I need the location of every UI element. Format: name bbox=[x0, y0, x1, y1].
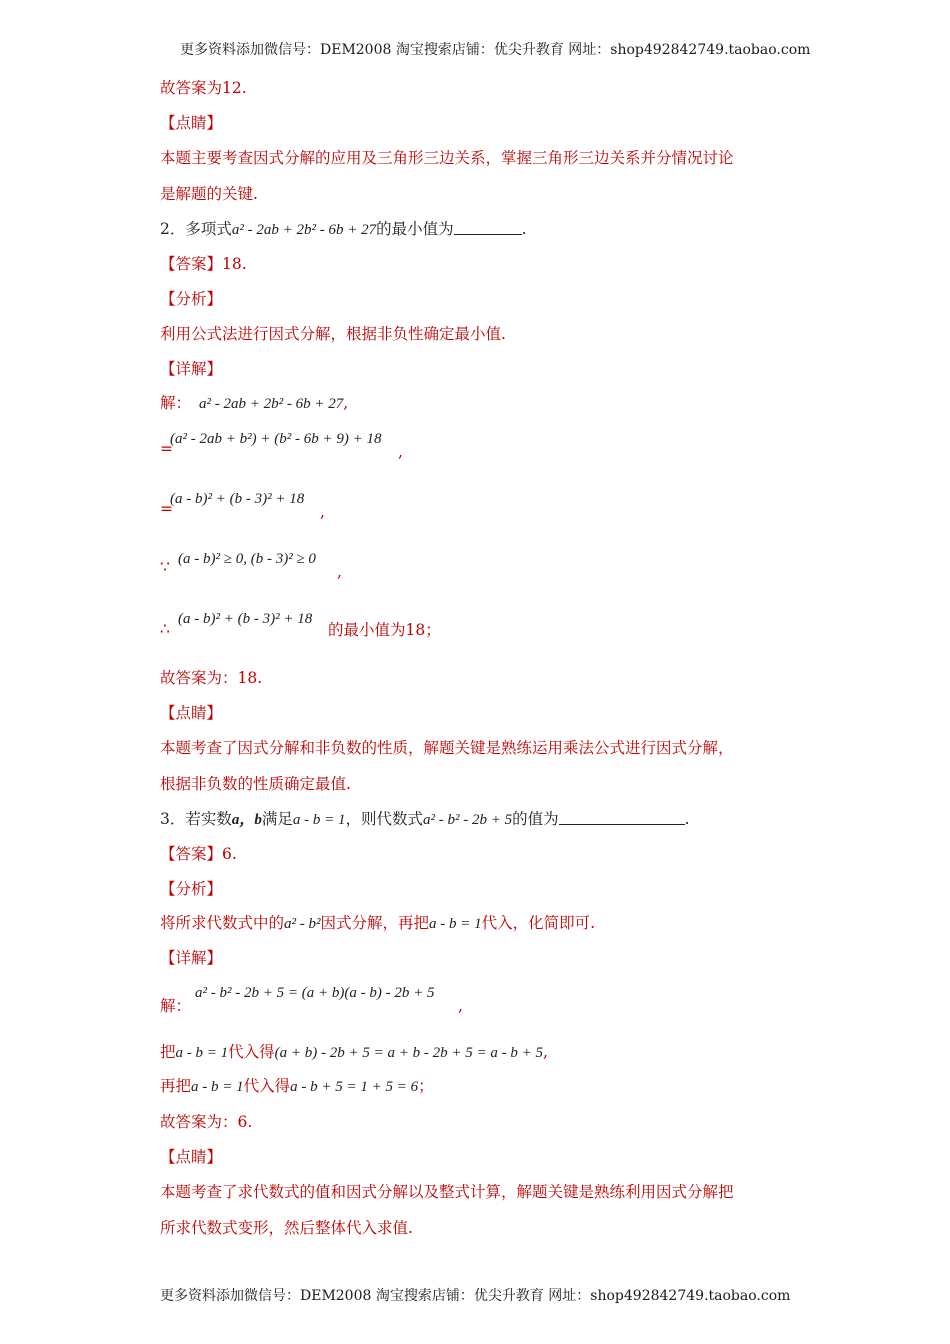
q2-fenxi-tag: 【分析】 bbox=[160, 290, 223, 308]
q3-answer bbox=[160, 844, 237, 864]
q2-step-2-eq: = bbox=[160, 440, 173, 458]
q3-step-2-end: , bbox=[543, 1043, 548, 1061]
q3-fenxi-3: 代入，化简即可. bbox=[481, 914, 596, 932]
page-header: 更多资料添加微信号：DEM2008 淘宝搜索店铺：优尖升教育 网址：shop492842749.taobao.com bbox=[180, 42, 811, 58]
q3-step-2-expr: (a + b) - 2b + 5 = a + b - 2b + 5 = a - b + 5 bbox=[274, 1045, 543, 1061]
q3-mid: ，则代数式 bbox=[345, 810, 424, 828]
q2-step-1-expr: a² - 2ab + 2b² - 6b + 27 bbox=[199, 396, 344, 412]
q3-final-answer: 故答案为：6. bbox=[160, 1113, 253, 1131]
prev-dianjing-line-1: 本题主要考查因式分解的应用及三角形三边关系，掌握三角形三边关系并分情况讨论 bbox=[160, 149, 734, 167]
q3-dianjing-line-1: 本题考查了求代数式的值和因式分解以及整式计算，解题关键是熟练利用因式分解把 bbox=[160, 1183, 734, 1201]
q3-step-2 bbox=[160, 1042, 548, 1063]
q3-jie-label: 解： bbox=[160, 997, 192, 1015]
q2-expression: a² - 2ab + 2b² - 6b + 27 bbox=[231, 222, 377, 238]
q3-fenxi-text bbox=[160, 913, 595, 934]
q3-fenxi-2: 因式分解，再把 bbox=[320, 914, 430, 932]
q3-fenxi-1: 将所求代数式中的 bbox=[160, 914, 285, 932]
q3-xiangjie-tag: 【详解】 bbox=[160, 949, 223, 967]
q3-zaiba: 再把 bbox=[160, 1077, 192, 1095]
q3-fenxi-expr: a² - b² bbox=[284, 916, 321, 932]
q2-step-2 bbox=[170, 428, 381, 449]
q3-fenxi-cond: a - b = 1 bbox=[429, 916, 482, 932]
q2-step-3-expr: (a - b)² + (b - 3)² + 18 bbox=[170, 491, 305, 507]
q2-step-5-expr: (a - b)² + (b - 3)² + 18 bbox=[178, 611, 313, 627]
q2-step-1 bbox=[160, 393, 348, 414]
q3-expression: a² - b² - 2b + 5 bbox=[423, 812, 513, 828]
q2-end: . bbox=[521, 220, 527, 238]
q3-answer-blank bbox=[559, 810, 685, 825]
q2-dianjing-line-1: 本题考查了因式分解和非负数的性质，解题关键是熟练运用乘法公式进行因式分解， bbox=[160, 739, 734, 757]
q3-end: . bbox=[684, 810, 690, 828]
q3-tail: 的值为 bbox=[512, 810, 559, 828]
q2-step-2-expr: (a² - 2ab + b²) + (b² - 6b + 9) + 18 bbox=[170, 431, 382, 447]
prev-dianjing-tag: 【点睛】 bbox=[160, 114, 223, 132]
q2-step-3-eq: = bbox=[160, 500, 173, 518]
q3-dairu-2: 代入得 bbox=[243, 1077, 291, 1095]
prev-dianjing-line-2: 是解题的关键. bbox=[160, 185, 258, 203]
q2-step-5-tail: 的最小值为18； bbox=[328, 621, 441, 639]
q3-ba-cond: a - b = 1 bbox=[175, 1045, 229, 1061]
q3-step-3 bbox=[160, 1076, 434, 1097]
q2-step-3 bbox=[170, 488, 304, 509]
page-footer: 更多资料添加微信号：DEM2008 淘宝搜索店铺：优尖升教育 网址：shop492842749.taobao.com bbox=[160, 1288, 791, 1304]
because-symbol: ∵ bbox=[160, 558, 170, 576]
q2-answer-tag: 【答案】 bbox=[160, 255, 223, 273]
q3-dairu: 代入得 bbox=[228, 1043, 275, 1061]
q3-step-3-expr: a - b + 5 = 1 + 5 = 6 bbox=[290, 1079, 419, 1095]
q2-step-3-end: , bbox=[320, 503, 325, 521]
q3-zaiba-cond: a - b = 1 bbox=[191, 1079, 244, 1095]
q2-step-4 bbox=[178, 548, 316, 569]
q3-step-1-end: , bbox=[458, 997, 463, 1015]
q3-cond-pre: 满足 bbox=[261, 810, 293, 828]
q2-answer bbox=[160, 254, 247, 274]
q2-answer-blank bbox=[454, 220, 522, 235]
q2-answer-value: 18. bbox=[222, 255, 247, 273]
q2-tail: 的最小值为 bbox=[376, 220, 454, 238]
q3-dianjing-tag: 【点睛】 bbox=[160, 1148, 223, 1166]
q2-stem bbox=[160, 219, 527, 240]
q3-stem bbox=[160, 809, 690, 830]
q2-step-5 bbox=[178, 608, 312, 629]
q3-ba: 把 bbox=[160, 1043, 176, 1061]
q2-xiangjie-tag: 【详解】 bbox=[160, 360, 223, 378]
q3-fenxi-tag: 【分析】 bbox=[160, 880, 223, 898]
q3-step-1 bbox=[195, 982, 434, 1003]
q2-step-1-end: , bbox=[343, 394, 349, 412]
q2-dianjing-line-2: 根据非负数的性质确定最值. bbox=[160, 775, 351, 793]
prev-answer-line: 故答案为12. bbox=[160, 79, 247, 97]
q2-jie-label: 解： bbox=[160, 394, 192, 412]
q2-final-answer: 故答案为：18. bbox=[160, 669, 263, 687]
therefore-symbol: ∴ bbox=[160, 620, 170, 638]
q3-dianjing-line-2: 所求代数式变形，然后整体代入求值. bbox=[160, 1219, 413, 1237]
q2-step-2-end: , bbox=[398, 443, 403, 461]
q3-answer-tag: 【答案】 bbox=[160, 845, 223, 863]
q3-number: 3．若实数 bbox=[160, 810, 232, 828]
q3-step-1-expr: a² - b² - 2b + 5 = (a + b)(a - b) - 2b + 5 bbox=[195, 985, 435, 1001]
q2-number: 2．多项式 bbox=[160, 220, 232, 238]
q2-step-4-expr: (a - b)² ≥ 0, (b - 3)² ≥ 0 bbox=[178, 551, 316, 567]
q3-vars: a，b bbox=[231, 812, 262, 828]
q3-condition: a - b = 1 bbox=[292, 812, 346, 828]
q3-step-3-end: ； bbox=[418, 1077, 434, 1095]
q2-dianjing-tag: 【点睛】 bbox=[160, 704, 223, 722]
q2-fenxi-text: 利用公式法进行因式分解，根据非负性确定最小值. bbox=[160, 325, 506, 343]
q2-step-4-end: , bbox=[337, 563, 342, 581]
q3-answer-value: 6. bbox=[222, 845, 237, 863]
